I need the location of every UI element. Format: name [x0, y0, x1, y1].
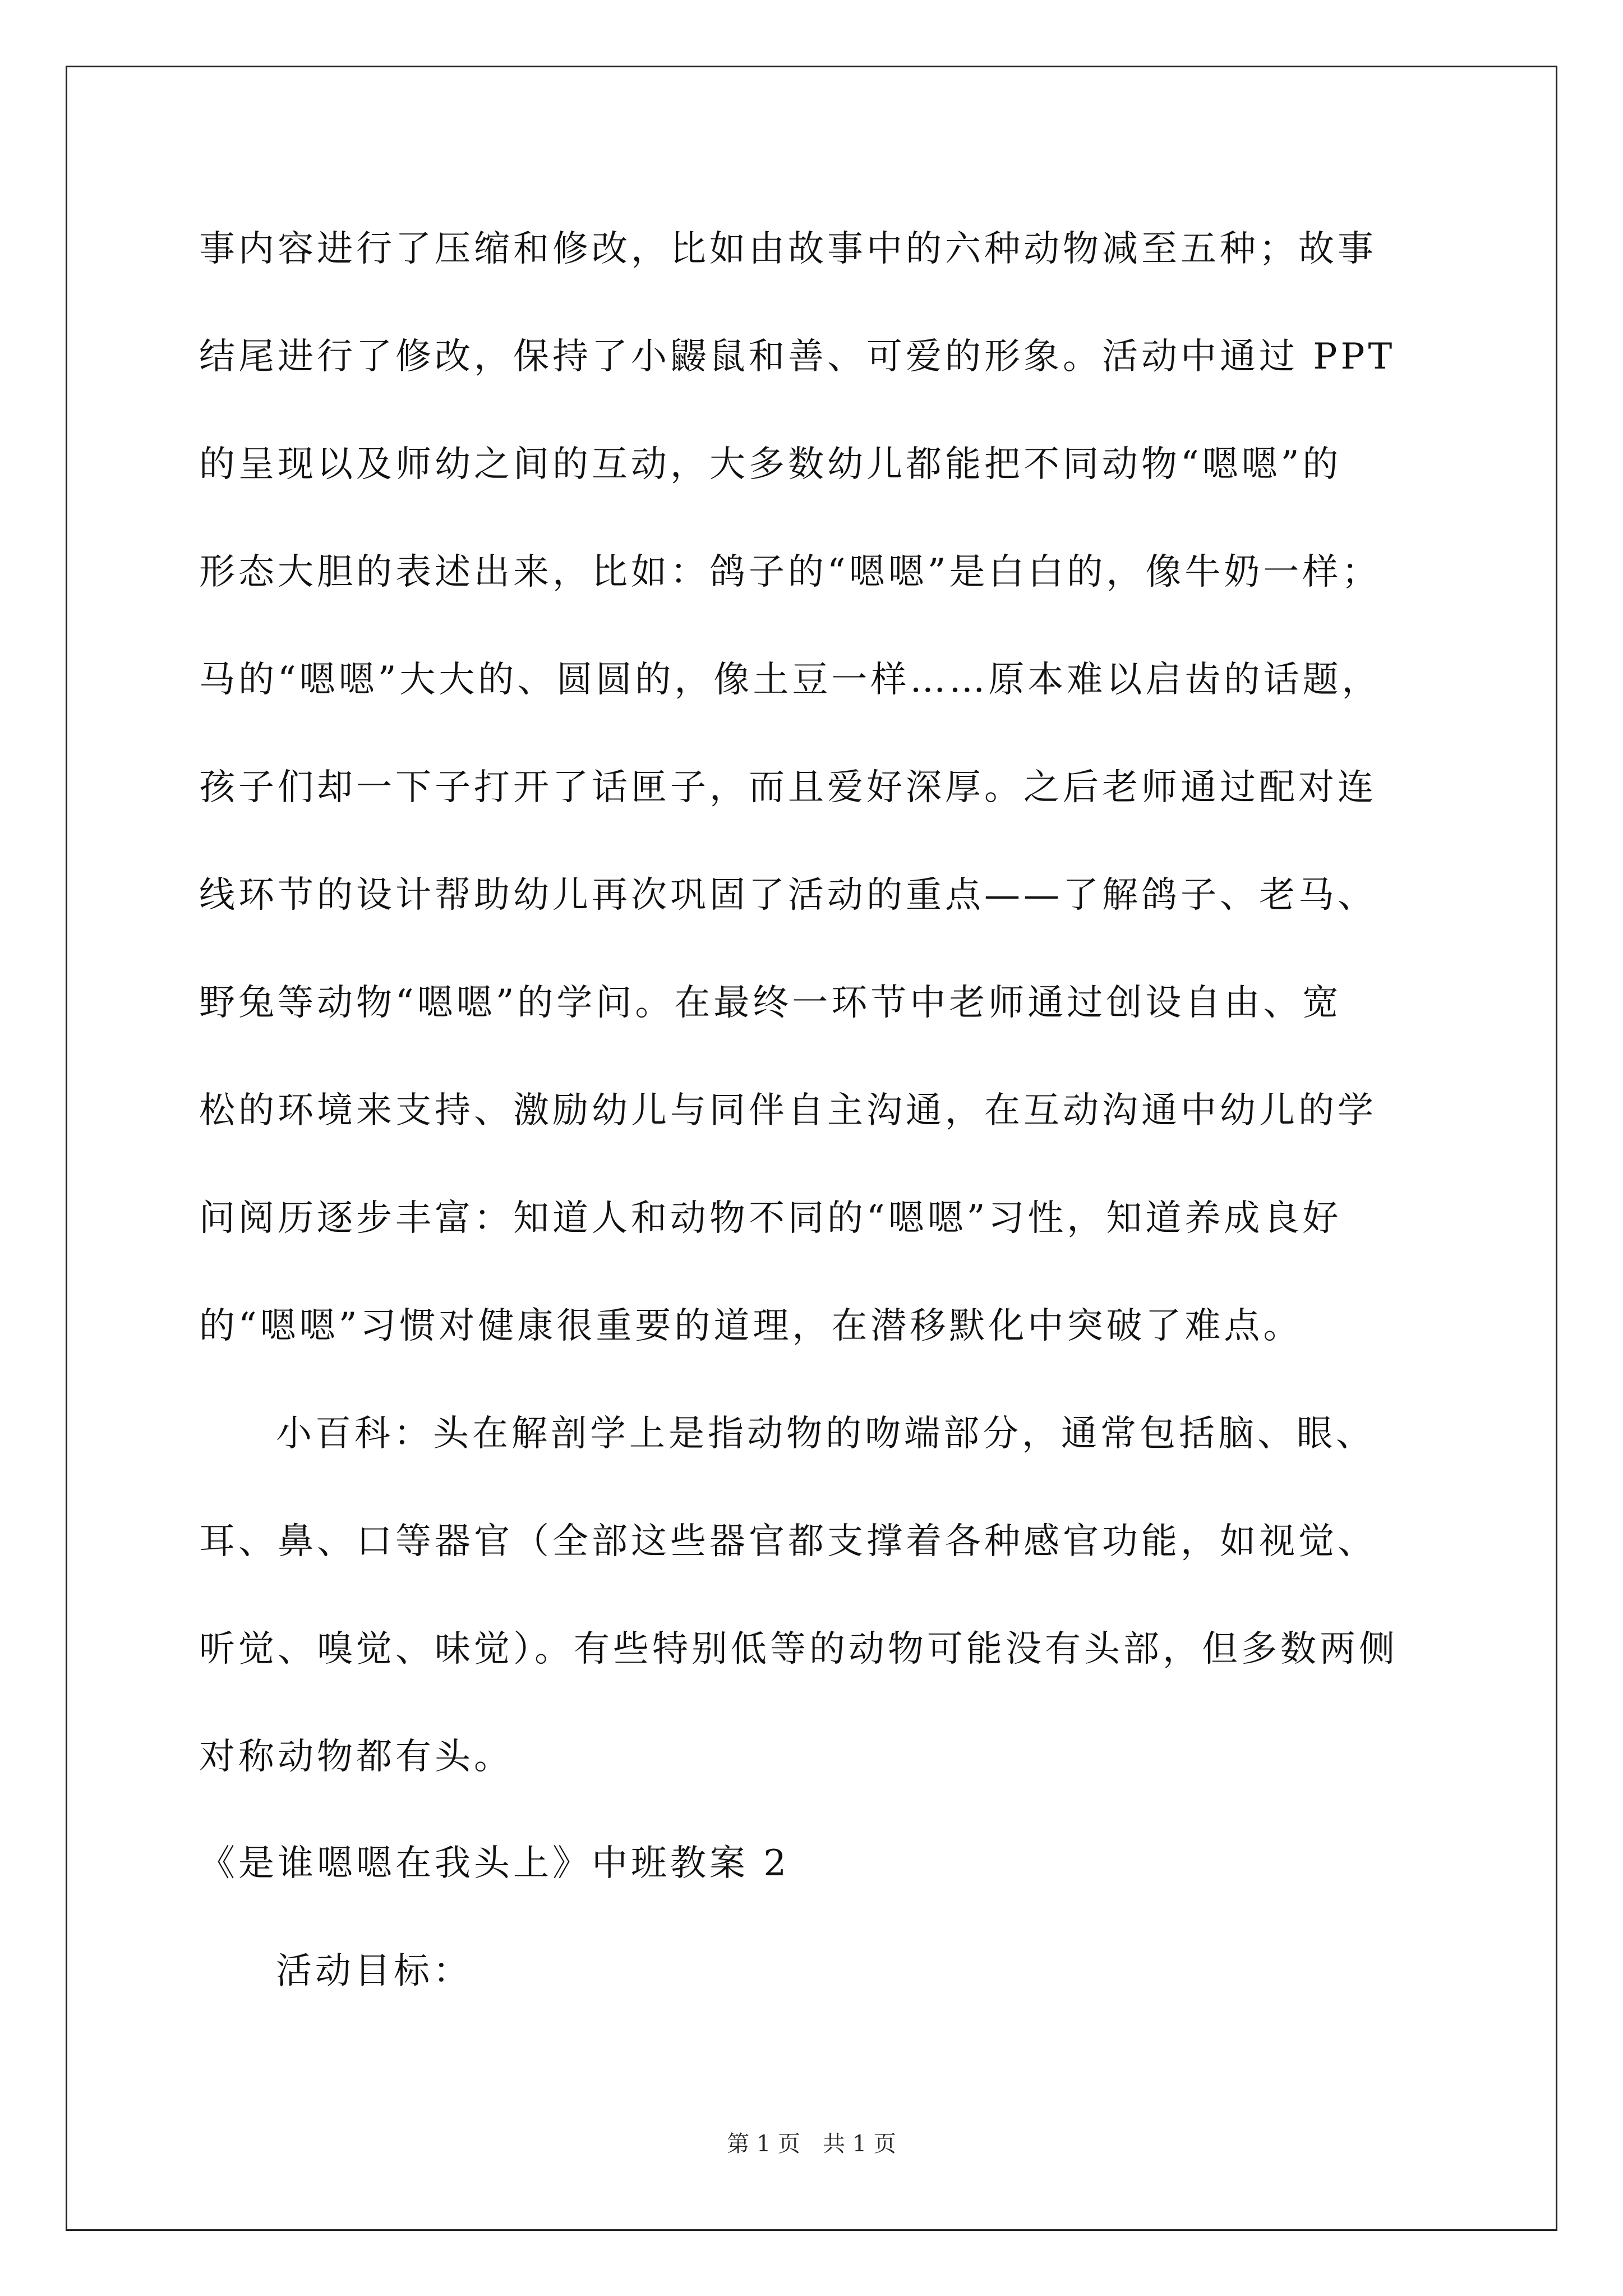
paragraph-line: 形态大胆的表述出来，比如：鸽子的“嗯嗯”是白白的，像牛奶一样；: [199, 551, 1381, 593]
paragraph-line: 听觉、嗅觉、味觉）。有些特别低等的动物可能没有头部，但多数两侧: [199, 1628, 1398, 1670]
paragraph-line: 小百科：头在解剖学上是指动物的吻端部分，通常包括脑、眼、: [276, 1413, 1375, 1455]
paragraph-line: 孩子们却一下子打开了话匣子，而且爱好深厚。之后老师通过配对连: [199, 767, 1377, 808]
paragraph-line: 对称动物都有头。: [199, 1736, 513, 1778]
subheading: 活动目标：: [276, 1950, 472, 1992]
page-border: [66, 66, 1557, 2231]
paragraph-line: 事内容进行了压缩和修改，比如由故事中的六种动物减至五种；故事: [199, 228, 1377, 270]
paragraph-line: 马的“嗯嗯”大大的、圆圆的，像土豆一样……原本难以启齿的话题，: [199, 659, 1381, 701]
paragraph-line: 的呈现以及师幼之间的互动，大多数幼儿都能把不同动物“嗯嗯”的: [199, 444, 1342, 485]
paragraph-line: 的“嗯嗯”习惯对健康很重要的道理，在潜移默化中突破了难点。: [199, 1305, 1303, 1347]
section-title: 《是谁嗯嗯在我头上》中班教案 2: [199, 1843, 790, 1884]
paragraph-line: 线环节的设计帮助幼儿再次巩固了活动的重点——了解鸽子、老马、: [199, 875, 1377, 916]
paragraph-line: 松的环境来支持、激励幼儿与同伴自主沟通，在互动沟通中幼儿的学: [199, 1090, 1377, 1131]
paragraph-line: 野兔等动物“嗯嗯”的学问。在最终一环节中老师通过创设自由、宽: [199, 982, 1342, 1024]
paragraph-line: 结尾进行了修改，保持了小鼹鼠和善、可爱的形象。活动中通过 PPT: [199, 336, 1396, 378]
paragraph-line: 耳、鼻、口等器官（全部这些器官都支撑着各种感官功能，如视觉、: [199, 1521, 1377, 1562]
paragraph-line: 问阅历逐步丰富：知道人和动物不同的“嗯嗯”习性，知道养成良好: [199, 1198, 1342, 1239]
page-number-footer: 第 1 页 共 1 页: [727, 2131, 896, 2157]
